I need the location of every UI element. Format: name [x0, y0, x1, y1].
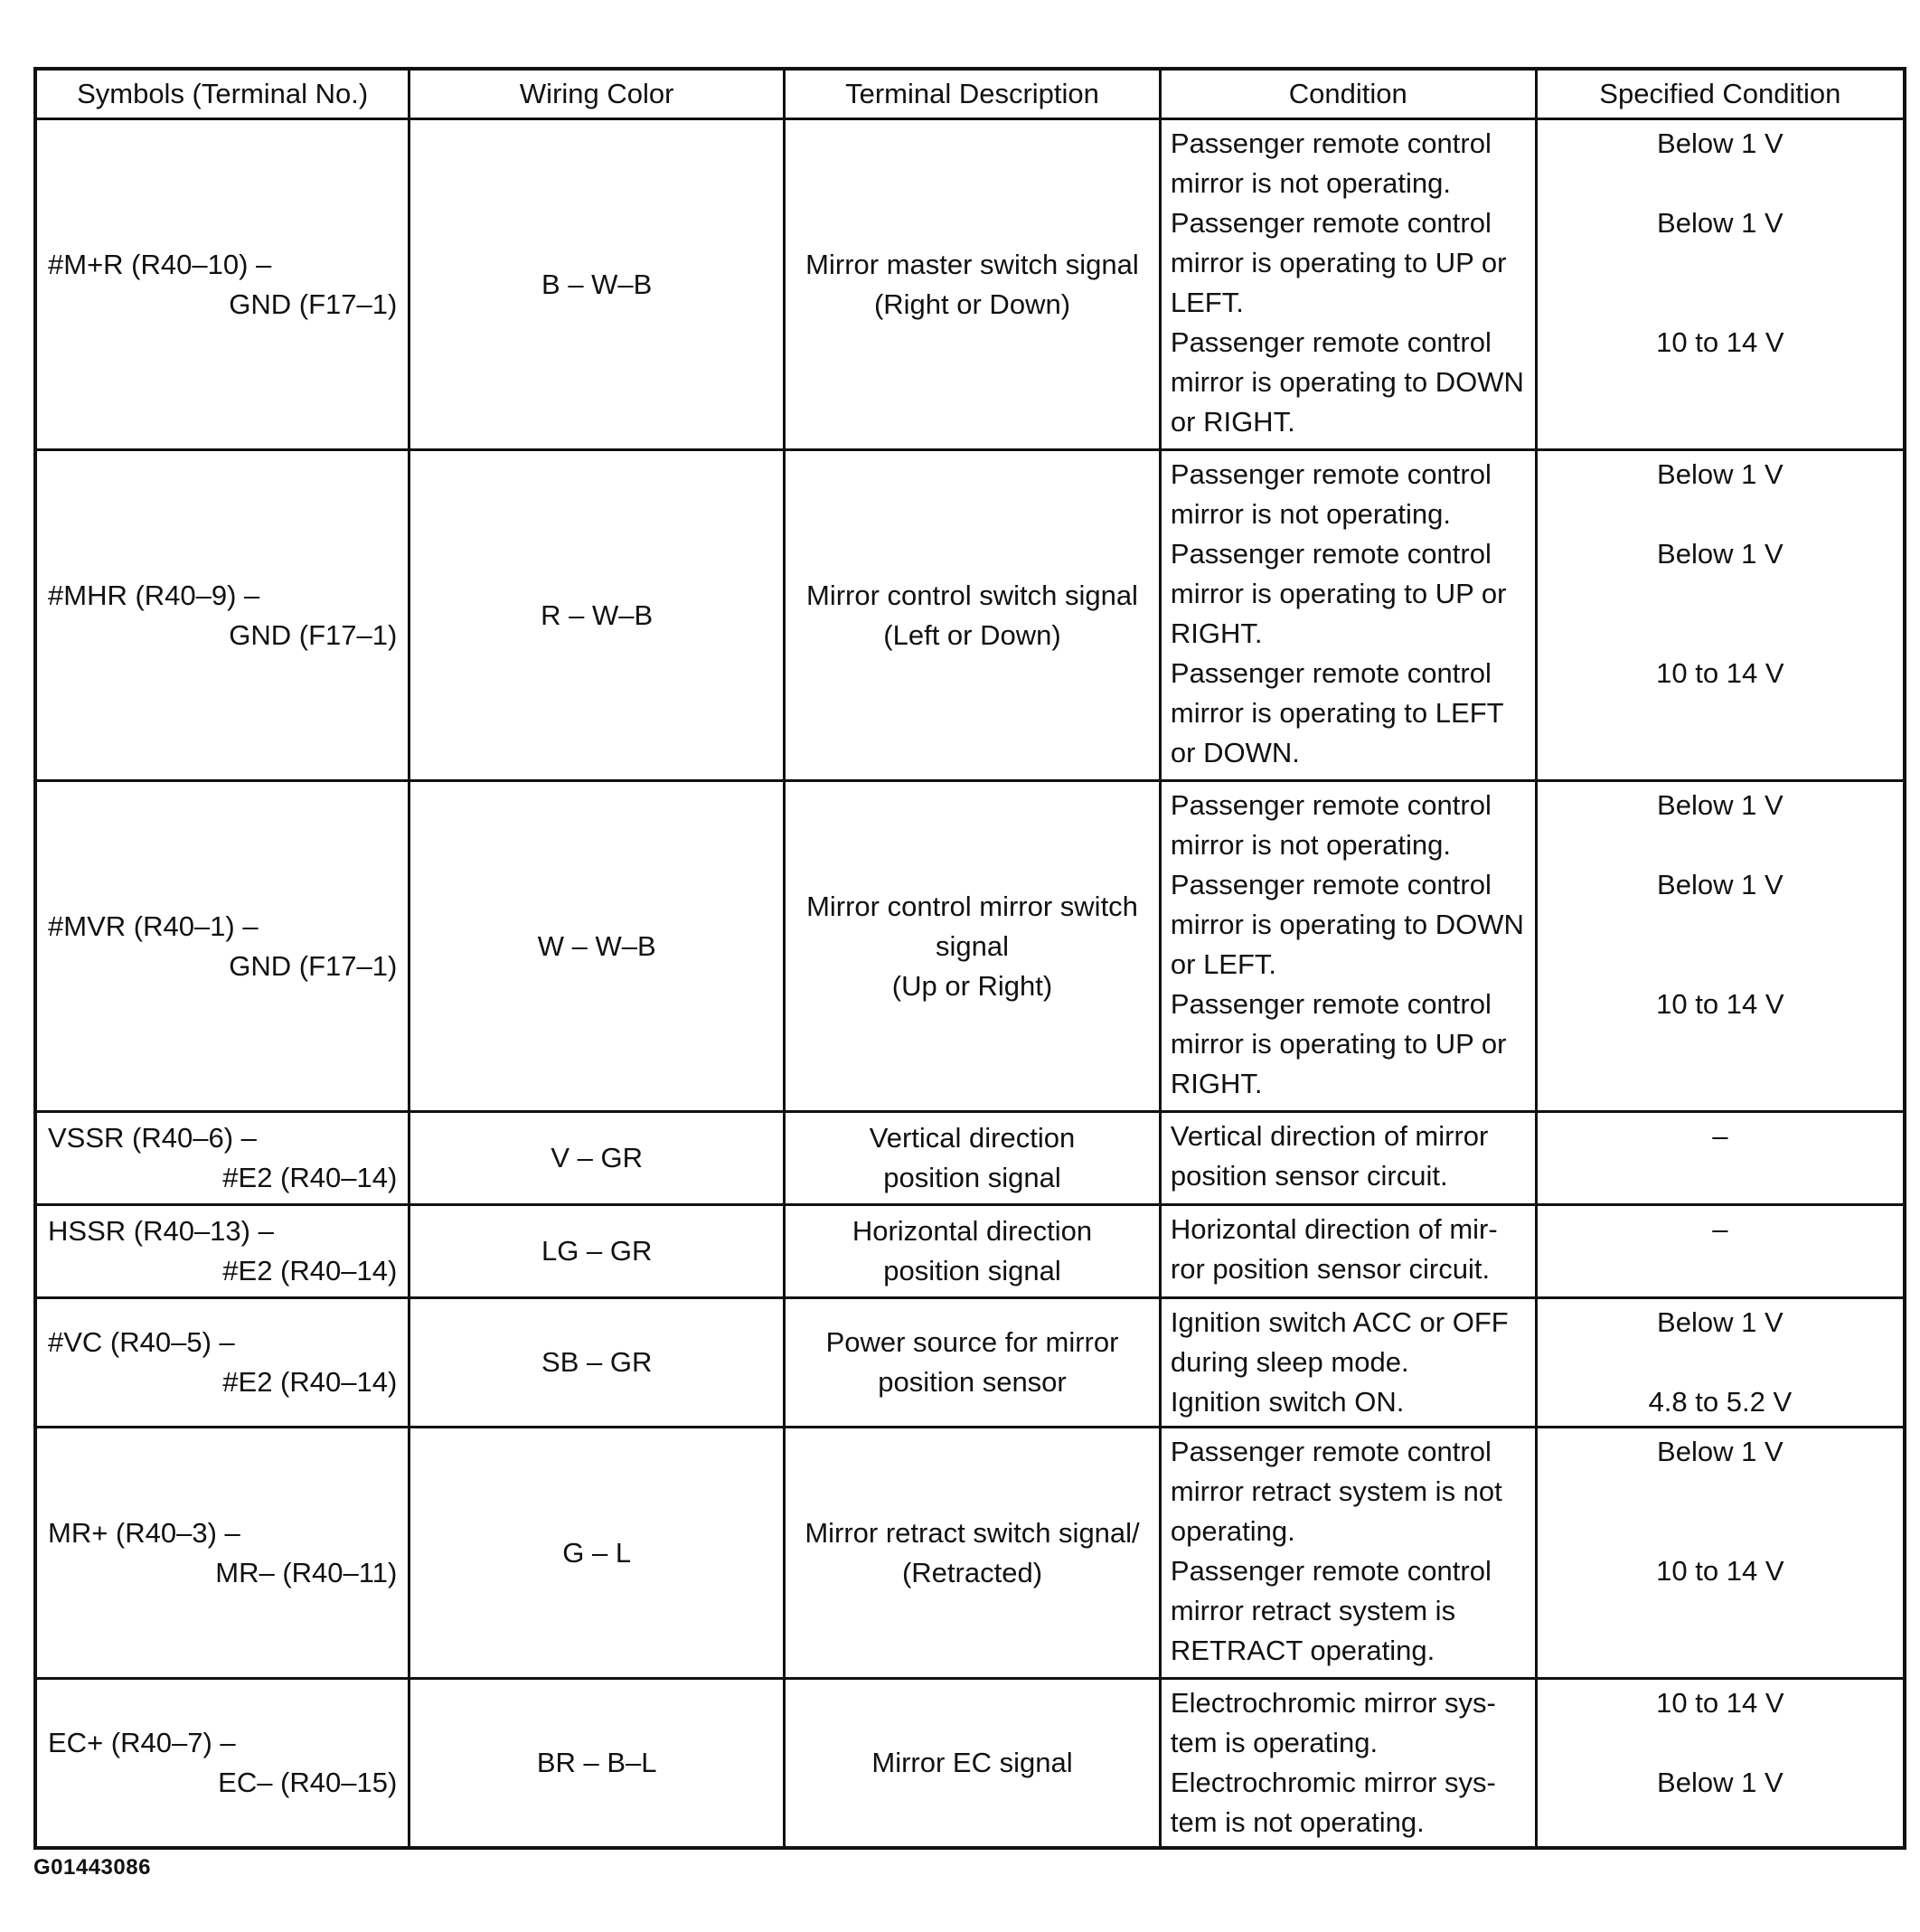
specified-value: Below 1 V: [1657, 1306, 1784, 1338]
specified-value: Below 1 V: [1657, 869, 1784, 900]
wiring-color-cell: G – L: [409, 1428, 785, 1679]
symbol-terminal: #MHR (R40–9) –: [48, 579, 260, 611]
description-cell: Mirror control switch signal (Left or Down): [785, 450, 1161, 781]
specified-condition-cell: [1536, 119, 1905, 450]
symbol-ground: GND (F17–1): [229, 949, 398, 982]
wiring-color-cell: R – W–B: [409, 450, 785, 781]
symbol-ground: #E2 (R40–14): [222, 1366, 398, 1398]
specified-condition-cell: [1536, 1428, 1905, 1679]
condition-text: Electrochromic mirror sys- tem is operating.: [1170, 1687, 1496, 1758]
condition-text: Passenger remote control mirror retract system is RETRACT operating.: [1170, 1555, 1492, 1666]
description-cell: Mirror control mirror switch signal (Up or Right): [785, 781, 1161, 1112]
table-row: [35, 119, 1905, 450]
specified-value: –: [1712, 1120, 1728, 1152]
symbol-cell: [35, 1205, 409, 1298]
condition-text: Passenger remote control mirror retract system is not operating.: [1170, 1436, 1502, 1547]
condition-cell: [1160, 450, 1536, 781]
description-cell: Power source for mirror position sensor: [785, 1298, 1161, 1428]
header-terminal-description: Terminal Description: [785, 69, 1161, 119]
specified-value: 10 to 14 V: [1656, 988, 1784, 1020]
condition-text: Passenger remote control mirror is operating to UP or RIGHT.: [1170, 538, 1507, 649]
description-cell: Vertical direction position signal: [785, 1112, 1161, 1205]
description-cell: Horizontal direction position signal: [785, 1205, 1161, 1298]
symbol-cell: [35, 450, 409, 781]
specified-value: Below 1 V: [1657, 538, 1784, 570]
specified-value: 10 to 14 V: [1656, 657, 1784, 689]
specified-condition-cell: [1536, 1205, 1905, 1298]
condition-cell: [1160, 1679, 1536, 1849]
symbol-cell: [35, 781, 409, 1112]
specified-condition-cell: [1536, 1112, 1905, 1205]
table-row: [35, 450, 1905, 781]
symbol-ground: GND (F17–1): [229, 618, 398, 651]
condition-text: Passenger remote control mirror is operating to UP or RIGHT.: [1170, 988, 1507, 1099]
table-row: [35, 1205, 1905, 1298]
specified-value: 10 to 14 V: [1656, 1687, 1784, 1719]
specified-value: 10 to 14 V: [1656, 326, 1784, 358]
symbol-terminal: #MVR (R40–1) –: [48, 909, 259, 942]
wiring-color-cell: W – W–B: [409, 781, 785, 1112]
specified-value: Below 1 V: [1657, 789, 1784, 821]
condition-text: Vertical direction of mirror position sensor circuit.: [1170, 1120, 1489, 1192]
header-condition: Condition: [1160, 69, 1536, 119]
condition-cell: [1160, 1298, 1536, 1428]
symbol-terminal: #VC (R40–5) –: [48, 1326, 235, 1358]
wiring-color-cell: LG – GR: [409, 1205, 785, 1298]
table-row: [35, 781, 1905, 1112]
symbol-terminal: HSSR (R40–13) –: [48, 1215, 274, 1247]
symbol-ground: #E2 (R40–14): [222, 1255, 398, 1286]
condition-cell: [1160, 119, 1536, 450]
specified-value: 10 to 14 V: [1656, 1555, 1784, 1587]
header-row: [35, 69, 1905, 119]
condition-text: Horizontal direction of mir- ror position sensor circuit.: [1170, 1213, 1498, 1285]
table-row: [35, 1428, 1905, 1679]
specified-condition-cell: [1536, 781, 1905, 1112]
symbol-ground: MR– (R40–11): [215, 1556, 398, 1588]
condition-cell: [1160, 1205, 1536, 1298]
symbol-terminal: MR+ (R40–3) –: [48, 1516, 240, 1549]
description-cell: Mirror EC signal: [785, 1679, 1161, 1849]
terminal-table: [33, 67, 1906, 1850]
condition-cell: [1160, 1428, 1536, 1679]
specified-value: Below 1 V: [1657, 1767, 1784, 1798]
wiring-color-cell: V – GR: [409, 1112, 785, 1205]
condition-text: Electrochromic mirror sys- tem is not operating.: [1170, 1767, 1496, 1838]
symbol-ground: #E2 (R40–14): [222, 1162, 398, 1193]
table-body: [35, 119, 1905, 1849]
table-row: [35, 1112, 1905, 1205]
specified-value: Below 1 V: [1657, 458, 1784, 490]
specified-value: Below 1 V: [1657, 127, 1784, 159]
condition-cell: [1160, 781, 1536, 1112]
header-specified-condition: Specified Condition: [1536, 69, 1905, 119]
header-symbols: Symbols (Terminal No.): [35, 69, 409, 119]
condition-text: Passenger remote control mirror is not operating.: [1170, 789, 1492, 861]
symbol-cell: [35, 1428, 409, 1679]
condition-text: Passenger remote control mirror is operating to LEFT or DOWN.: [1170, 657, 1504, 768]
specified-value: Below 1 V: [1657, 207, 1784, 239]
symbol-ground: GND (F17–1): [229, 287, 398, 320]
wiring-color-cell: SB – GR: [409, 1298, 785, 1428]
specified-value: –: [1712, 1213, 1728, 1245]
specified-value: 4.8 to 5.2 V: [1648, 1386, 1793, 1418]
description-cell: Mirror master switch signal (Right or Down): [785, 119, 1161, 450]
symbol-cell: [35, 1679, 409, 1849]
symbol-terminal: #M+R (R40–10) –: [48, 248, 272, 280]
symbol-cell: [35, 1112, 409, 1205]
condition-cell: [1160, 1112, 1536, 1205]
specified-condition-cell: [1536, 1298, 1905, 1428]
header-wiring-color: Wiring Color: [409, 69, 785, 119]
condition-text: Ignition switch ACC or OFF during sleep mode.: [1170, 1306, 1509, 1378]
specified-condition-cell: [1536, 1679, 1905, 1849]
specified-condition-cell: [1536, 450, 1905, 781]
condition-text: Passenger remote control mirror is not operating.: [1170, 458, 1492, 530]
symbol-ground: EC– (R40–15): [218, 1767, 398, 1798]
description-cell: Mirror retract switch signal/ (Retracted): [785, 1428, 1161, 1679]
wiring-color-cell: B – W–B: [409, 119, 785, 450]
condition-text: Ignition switch ON.: [1170, 1386, 1405, 1418]
condition-text: Passenger remote control mirror is operating to DOWN or RIGHT.: [1170, 326, 1524, 438]
condition-text: Passenger remote control mirror is operating to UP or LEFT.: [1170, 207, 1507, 318]
wiring-color-cell: BR – B–L: [409, 1679, 785, 1849]
symbol-terminal: VSSR (R40–6) –: [48, 1122, 257, 1154]
condition-text: Passenger remote control mirror is not operating.: [1170, 127, 1492, 199]
symbol-terminal: EC+ (R40–7) –: [48, 1727, 236, 1758]
table-header: [35, 69, 1905, 119]
specified-value: Below 1 V: [1657, 1436, 1784, 1467]
figure-code: G01443086: [33, 1855, 151, 1880]
table-row: [35, 1298, 1905, 1428]
condition-text: Passenger remote control mirror is operating to DOWN or LEFT.: [1170, 869, 1524, 980]
table-row: [35, 1679, 1905, 1849]
symbol-cell: [35, 1298, 409, 1428]
symbol-cell: [35, 119, 409, 450]
